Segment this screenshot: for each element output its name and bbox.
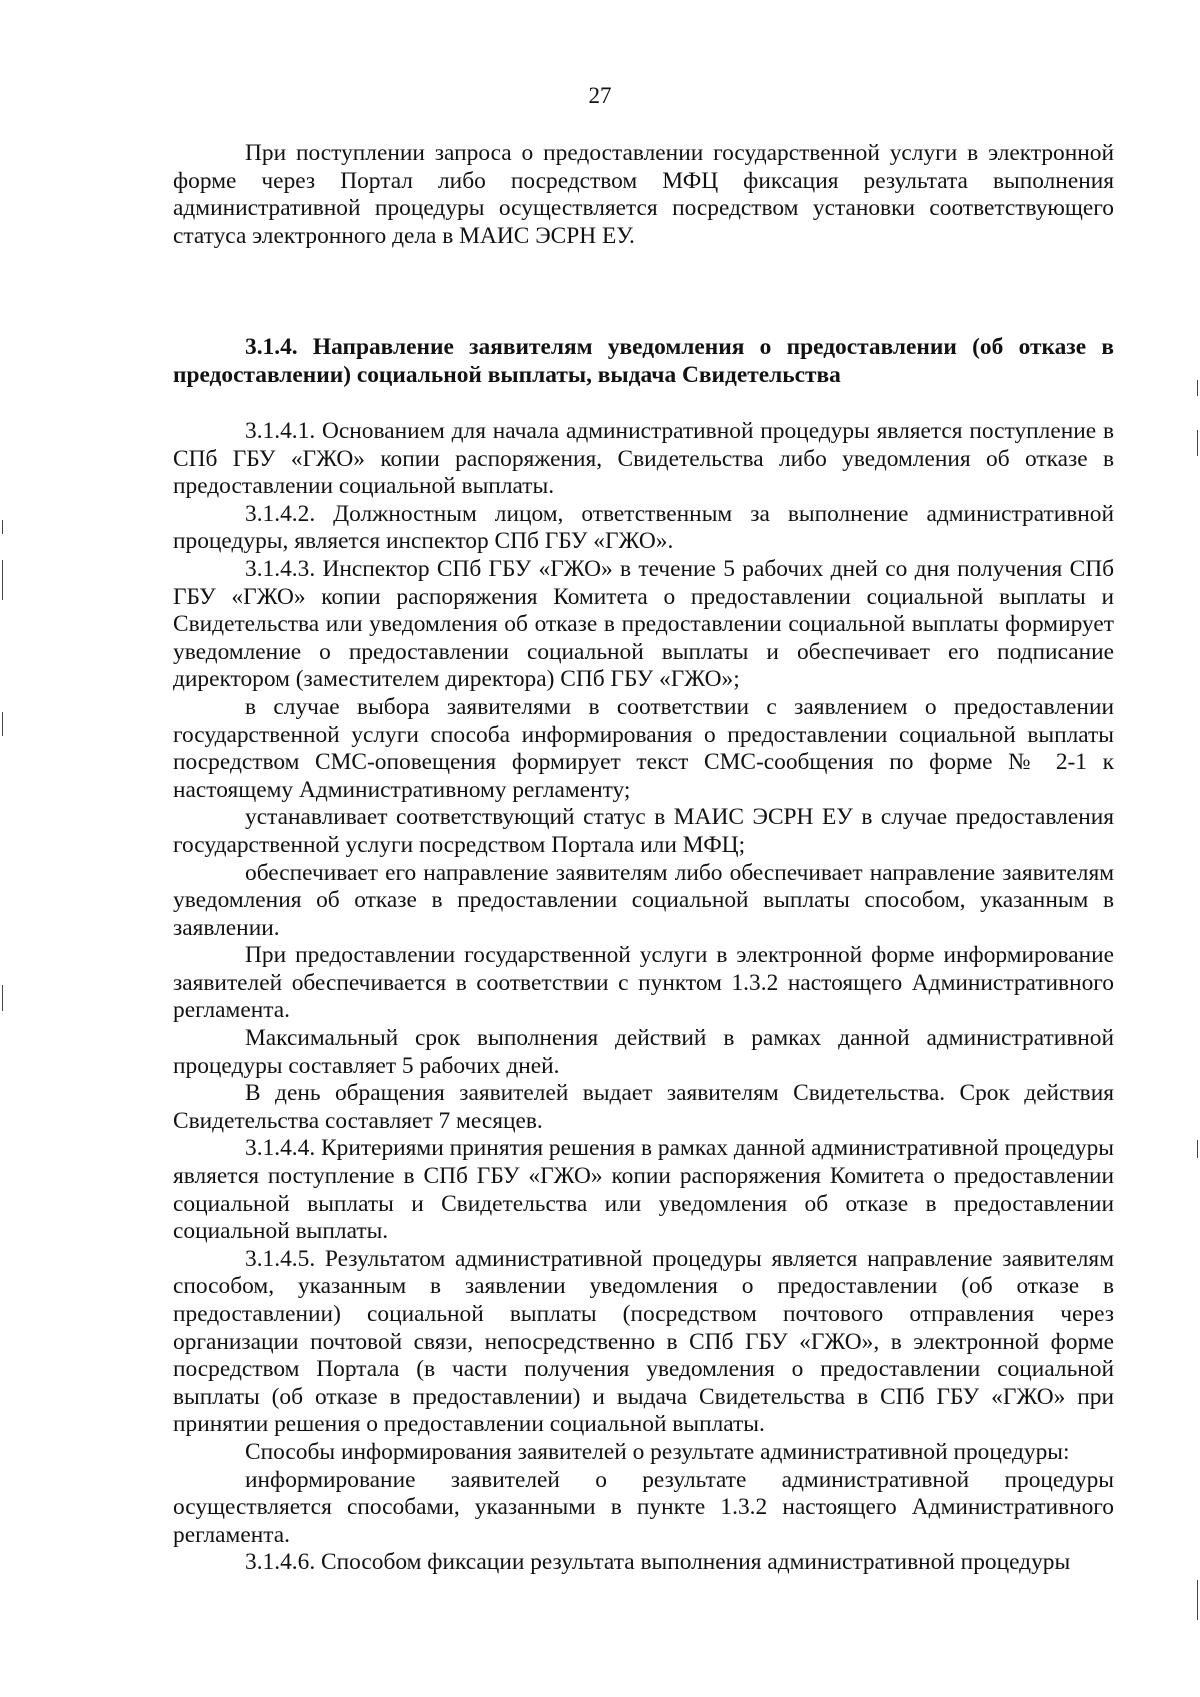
scan-mark — [2, 560, 3, 600]
paragraph: устанавливает соответствующий статус в МАИС ЭСРН ЕУ в случае предоставления государственной услуги посредством Портала или МФЦ; — [173, 804, 1114, 858]
paragraph: 3.1.4.2. Должностным лицом, ответственным за выполнение административной процедуры, является инспектор СПб ГБУ «ГЖО». — [173, 500, 1114, 555]
section-body — [173, 418, 1114, 1577]
scan-mark — [1197, 1580, 1198, 1620]
scan-mark — [1197, 430, 1198, 456]
paragraph: 3.1.4.1. Основанием для начала административной процедуры является поступление в СПб ГБУ «ГЖО» копии распоряжения, Свидетельства либо уведомления об отказе в предоставлении социальной выплаты. — [173, 418, 1114, 500]
scan-mark — [2, 520, 3, 534]
paragraph: Максимальный срок выполнения действий в рамках данной административной процедуры составляет 5 рабочих дней. — [173, 1025, 1114, 1079]
paragraph: информирование заявителей о результате административной процедуры осуществляется способами, указанными в пункте 1.3.2 настоящего Административного регламента. — [173, 1466, 1114, 1548]
intro-block — [173, 140, 1114, 250]
scan-mark — [1197, 1140, 1198, 1158]
scan-mark — [1197, 380, 1198, 396]
scan-mark — [2, 985, 3, 1011]
scan-mark — [2, 712, 3, 736]
page-number: 27 — [588, 83, 612, 108]
paragraph: При предоставлении государственной услуги в электронной форме информирование заявителей обеспечивается в соответствии с пунктом 1.3.2 настоящего Административного регламента. — [173, 942, 1114, 1024]
intro-paragraph: При поступлении запроса о предоставлении государственной услуги в электронной форме через Портал либо посредством МФЦ фиксация результата выполнения административной процедуры осуществляется посредством установки соответствующего статуса электронного дела в МАИС ЭСРН ЕУ. — [173, 140, 1114, 249]
paragraph: 3.1.4.5. Результатом административной процедуры является направление заявителям способом, указанным в заявлении уведомления о предоставлении (об отказе в предоставлении) социальной выплаты (посредством почтового отправления через организации почтовой связи, непосредственно в СПб ГБУ «ГЖО», в электронной форме посредством Портала (в части получения уведомления о предоставлении социальной выплаты (об отказе в предоставлении) и выдача Свидетельства в СПб ГБУ «ГЖО» при принятии решения о предоставлении социальной выплаты. — [173, 1245, 1114, 1438]
paragraph: 3.1.4.6. Способом фиксации результата выполнения административной процедуры — [245, 1549, 1071, 1576]
paragraph: 3.1.4.3. Инспектор СПб ГБУ «ГЖО» в течение 5 рабочих дней со дня получения СПб ГБУ «ГЖО» копии распоряжения Комитета о предоставлении социальной выплаты и Свидетельства или уведомления об отказе в предоставлении социальной выплаты формирует уведомление о предоставлении социальной выплаты и обеспечивает его подписание директором (заместителем директора) СПб ГБУ «ГЖО»; — [173, 555, 1114, 693]
paragraph: в случае выбора заявителями в соответствии с заявлением о предоставлении государственной услуги способа информирования о предоставлении социальной выплаты посредством СМС-оповещения формирует текст СМС-сообщения по форме № 2-1 к настоящему Административному регламенту; — [173, 693, 1114, 803]
paragraph: 3.1.4.4. Критериями принятия решения в рамках данной административной процедуры является поступление в СПб ГБУ «ГЖО» копии распоряжения Комитета о предоставлении социальной выплаты и Свидетельства или уведомления об отказе в предоставлении социальной выплаты. — [173, 1135, 1114, 1245]
paragraph: В день обращения заявителей выдает заявителям Свидетельства. Срок действия Свидетельства составляет 7 месяцев. — [173, 1080, 1114, 1134]
section-heading-block — [173, 334, 1114, 389]
paragraph: обеспечивает его направление заявителям либо обеспечивает направление заявителям уведомления об отказе в предоставлении социальной выплаты способом, указанным в заявлении. — [173, 859, 1114, 941]
paragraph: Способы информирования заявителей о результате административной процедуры: — [245, 1438, 1070, 1465]
section-heading: 3.1.4. Направление заявителям уведомления о предоставлении (об отказе в предоставлении) социальной выплаты, выдача Свидетельства — [173, 334, 1114, 388]
